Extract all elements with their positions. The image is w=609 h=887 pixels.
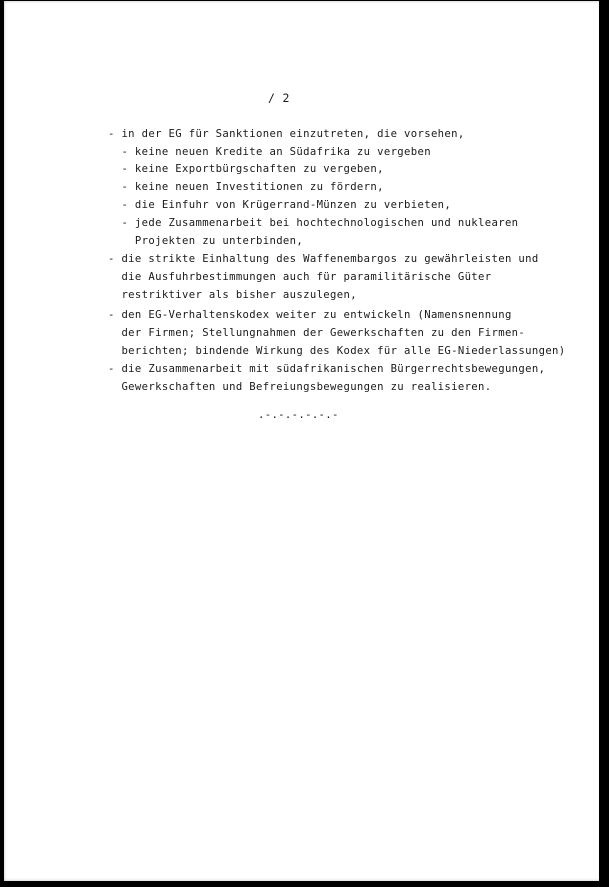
text-line: die Ausfuhrbestimmungen auch für paramilitärische Güter bbox=[108, 271, 492, 283]
text-line: der Firmen; Stellungnahmen der Gewerkschaften zu den Firmen- bbox=[108, 327, 526, 339]
text-line: - den EG-Verhaltenskodex weiter zu entwickeln (Namensnennung bbox=[108, 309, 512, 321]
end-mark: .-.-.-.-.-.- bbox=[258, 409, 339, 421]
text-line: - keine neuen Kredite an Südafrika zu vergeben bbox=[108, 146, 431, 158]
scan-edge bbox=[599, 0, 609, 887]
text-line: - die Zusammenarbeit mit südafrikanischen Bürgerrechtsbewegungen, bbox=[108, 363, 546, 375]
text-line: - die Einfuhr von Krügerrand-Münzen zu verbieten, bbox=[108, 199, 452, 211]
text-line: restriktiver als bisher auszulegen, bbox=[108, 289, 357, 301]
text-line: - keine Exportbürgschaften zu vergeben, bbox=[108, 163, 384, 175]
text-line: - jede Zusammenarbeit bei hochtechnologischen und nuklearen bbox=[108, 217, 519, 229]
text-line: berichten; bindende Wirkung des Kodex für alle EG-Niederlassungen) bbox=[108, 345, 566, 357]
page-number: / 2 bbox=[268, 91, 290, 105]
text-line: - keine neuen Investitionen zu fördern, bbox=[108, 181, 384, 193]
text-line: - die strikte Einhaltung des Waffenembargos zu gewährleisten und bbox=[108, 253, 539, 265]
text-line: Gewerkschaften und Befreiungsbewegungen zu realisieren. bbox=[108, 381, 492, 393]
document-page bbox=[4, 1, 601, 881]
text-line: - in der EG für Sanktionen einzutreten, die vorsehen, bbox=[108, 128, 465, 140]
text-line: Projekten zu unterbinden, bbox=[108, 235, 304, 247]
